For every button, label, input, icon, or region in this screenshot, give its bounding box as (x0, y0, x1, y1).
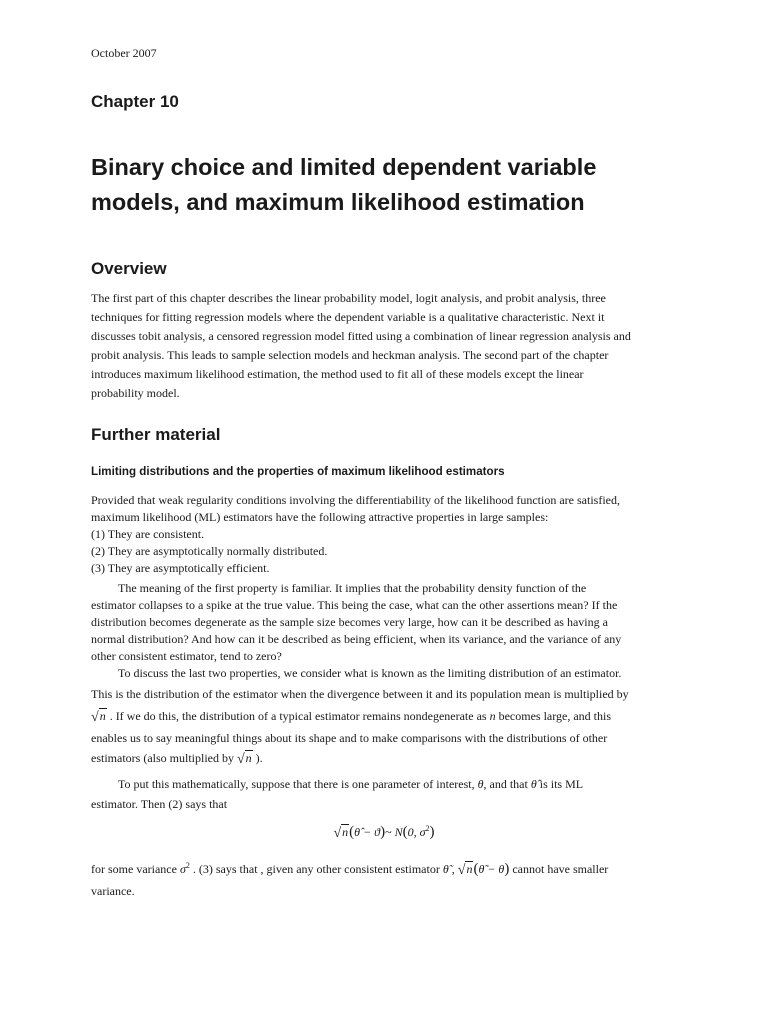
body-line: variance. (91, 884, 135, 898)
body-line: normal distribution? And how can it be described as being efficient, when its variance, and the variance of any (91, 632, 622, 646)
chapter-label: Chapter 10 (91, 92, 179, 111)
variable-n: n (489, 709, 496, 723)
chapter-title (91, 150, 711, 220)
sigma-symbol: σ (179, 862, 186, 876)
formula-paren: ( (473, 861, 479, 877)
body-text: ). (252, 751, 263, 765)
theta-symbol: θ (477, 777, 484, 791)
body-text: estimators (also multiplied by (91, 751, 237, 765)
formula-args: 0, σ (407, 825, 426, 839)
body-line: Provided that weak regularity conditions involving the differentiability of the likelihood function are satisfied, (91, 493, 620, 507)
body-text: . (3) says that , given any other consistent estimator (189, 862, 443, 876)
overview-line: probit analysis. This leads to sample selection models and heckman analysis. The second part of the chapter (91, 348, 609, 362)
chapter-title-line: models, and maximum likelihood estimation (91, 189, 585, 215)
overview-line: discusses tobit analysis, a censored regression model fitted using a combination of linear regression analysis and (91, 329, 631, 343)
body-line: The meaning of the first property is familiar. It implies that the probability density function of the (118, 581, 587, 595)
list-item: (1) They are consistent. (91, 527, 205, 541)
body-line: This is the distribution of the estimator when the divergence between it and its population mean is multiplied by (91, 687, 629, 701)
displayed-formula (0, 824, 768, 841)
body-text: , (448, 862, 458, 876)
body-line: To discuss the last two properties, we consider what is known as the limiting distribution of an estimator. (118, 666, 622, 680)
list-item: (2) They are asymptotically normally distributed. (91, 544, 328, 558)
overview-heading: Overview (91, 259, 167, 278)
sigma-superscript: 2 (185, 861, 190, 870)
body-line: estimator. Then (2) says that (91, 797, 228, 811)
body-text: . If we do this, the distribution of a typical estimator remains nondegenerate as (106, 709, 490, 723)
sqrt-sign: √ (333, 826, 342, 841)
theta-hat-symbol: θ̂ (530, 777, 537, 791)
formula-tilde: ~ (385, 825, 392, 839)
body-text: cannot have smaller (509, 862, 609, 876)
body-line: estimator collapses to a spike at the true value. This being the case, what can the other assertions mean? If the (91, 598, 618, 612)
body-line: other consistent estimator, tend to zero? (91, 649, 282, 663)
section-subheading: Limiting distributions and the properties of maximum likelihood estimators (91, 465, 505, 478)
body-line: distribution becomes degenerate as the sample size becomes very large, how can it be described as having a (91, 615, 608, 629)
body-line: enables us to say meaningful things about its shape and to make comparisons with the distributions of other (91, 731, 608, 745)
body-text: is its ML (536, 777, 584, 791)
sqrt-radicand: n (245, 751, 252, 765)
formula-dist: N (394, 825, 403, 839)
sqrt-sign: √ (457, 863, 466, 878)
formula-paren: ) (380, 824, 386, 840)
formula-inner: θ̃ − θ (478, 862, 505, 876)
formula-inner: θ̂ − ϑ (354, 825, 381, 839)
body-text: becomes large, and this (495, 709, 612, 723)
list-item: (3) They are asymptotically efficient. (91, 561, 270, 575)
document-date: October 2007 (91, 46, 157, 60)
body-text: for some variance (91, 862, 180, 876)
further-material-heading: Further material (91, 425, 221, 444)
sqrt-radicand: n (342, 825, 349, 839)
overview-line: The first part of this chapter describes the linear probability model, logit analysis, and probit analysis, three (91, 291, 606, 305)
formula-paren: ) (504, 861, 510, 877)
chapter-title-line: Binary choice and limited dependent variable (91, 154, 597, 180)
overview-line: introduces maximum likelihood estimation, the method used to fit all of these models except the linear (91, 367, 584, 381)
body-text: To put this mathematically, suppose that there is one parameter of interest, (118, 777, 478, 791)
sqrt-radicand: n (466, 862, 473, 876)
overview-line: techniques for fitting regression models where the dependent variable is a qualitative characteristic. Next it (91, 310, 605, 324)
body-line: maximum likelihood (ML) estimators have the following attractive properties in large samples: (91, 510, 549, 524)
body-line-with-math (118, 777, 583, 792)
body-line-with-sqrt (91, 751, 263, 767)
overview-line: probability model. (91, 386, 180, 400)
body-line-with-sqrt (91, 709, 611, 725)
body-text: , and that (483, 777, 531, 791)
body-line-with-math (91, 861, 608, 878)
formula-paren: ) (429, 824, 435, 840)
formula-paren: ( (402, 824, 408, 840)
theta-tilde-symbol: θ̃ (442, 862, 449, 876)
sqrt-sign: √ (236, 752, 245, 767)
sqrt-radicand: n (99, 709, 106, 723)
formula-paren: ( (349, 824, 355, 840)
sqrt-sign: √ (91, 710, 99, 725)
formula-superscript: 2 (425, 824, 430, 833)
